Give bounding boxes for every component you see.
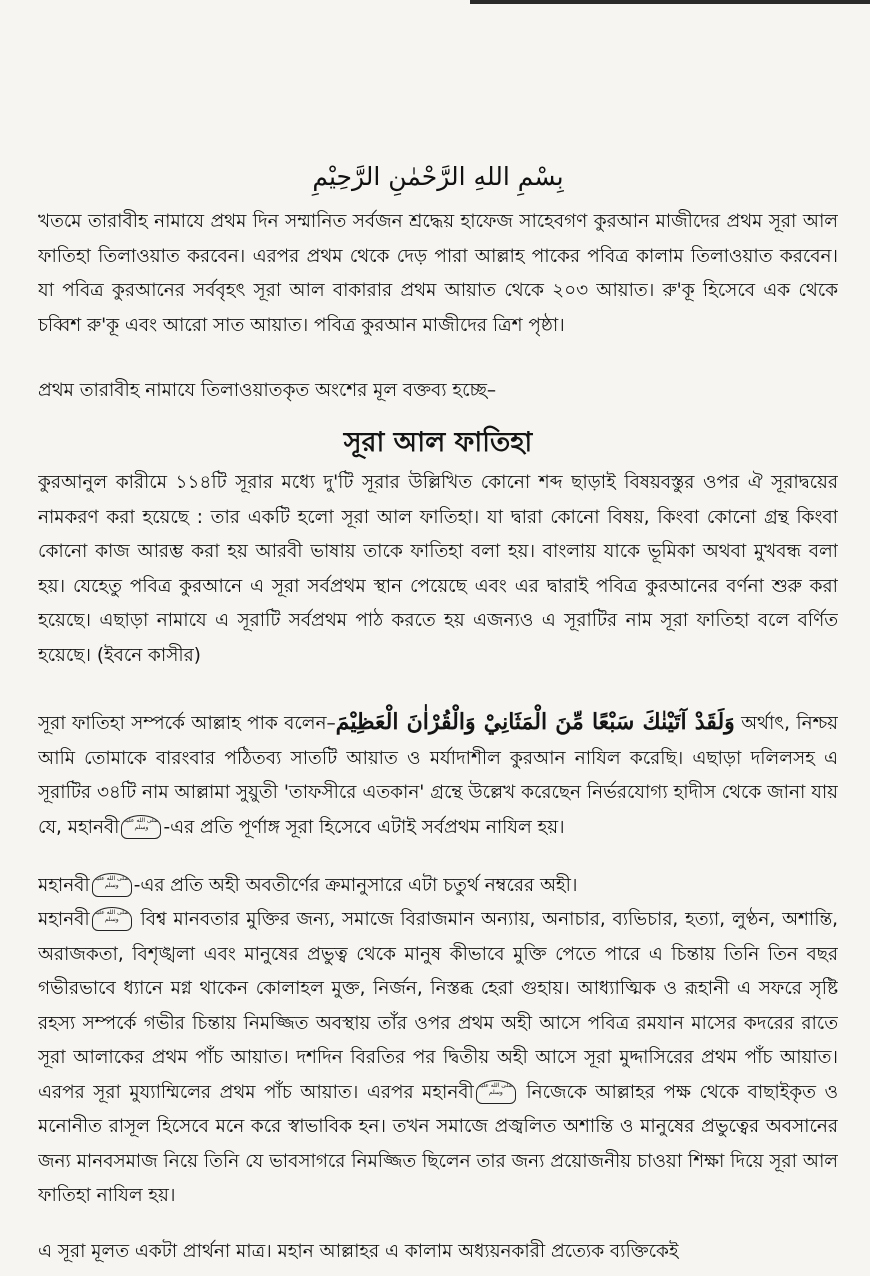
virtue-text-end: -এর প্রতি পূর্ণাঙ্গ সূরা হিসেবে এটাই সর্বপ্রথম নাযিল হয়।	[163, 816, 565, 838]
meditation-lead: মহানবী	[38, 909, 90, 930]
intro-lead: প্রথম তারাবীহ নামাযে তিলাওয়াতকৃত অংশের মূল বক্তব্য হচ্ছে–	[38, 380, 497, 401]
revelation-order-text: -এর প্রতি অহী অবতীর্ণের ক্রমানুসারে এটা চতুর্থ নম্বরের অহী।	[133, 875, 578, 896]
virtue-text: অর্থাৎ, নিশ্চয় আমি তোমাকে বারংবার পঠিতব্য সাতটি আয়াত ও মর্যাদাশীল কুরআন নাযিল করেছি। এছাড়া দলিলসহ এ সূরাটির ৩৪টি নাম আল্লামা সুয়ুতী 'তাফসীরে এতকান' গ্রন্থে উল্লেখ করেছেন নির্ভরযোগ্য হাদীস থেকে জানা যায় যে, মহানবী	[38, 713, 838, 838]
naming-paragraph: কুরআনুল কারীমে ১১৪টি সূরার মধ্যে দু'টি সূরার উল্লিখিত কোনো শব্দ ছাড়াই বিষয়বস্তুর ওপর ঐ সূরাদ্বয়ের নামকরণ করা হয়েছে : তার একটি হলো সূরা আল ফাতিহা। যা দ্বারা কোনো বিষয়, কিংবা কোনো গ্রন্থ কিংবা কোনো কাজ আরম্ভ করা হয় আরবী ভাষায় তাকে ফাতিহা বলা হয়। বাংলায় যাকে ভূমিকা অথবা মুখবন্ধ বলা হয়। যেহেতু পবিত্র কুরআনে এ সূরা সর্বপ্রথম স্থান পেয়েছে এবং এর দ্বারাই পবিত্র কুরআনের বর্ণনা শুরু করা হয়েছে। এছাড়া নামাযে এ সূরাটি সর্বপ্রথম পাঠ করতে হয় এজন্যও এ সূরাটির নাম সূরা ফাতিহা বলে বর্ণিত হয়েছে। (ইবনে কাসীর)	[38, 472, 838, 666]
meditation-text: বিশ্ব মানবতার মুক্তির জন্য, সমাজে বিরাজমান অন্যায়, অনাচার, ব্যভিচার, হত্যা, লুণ্ঠন, অশান্তি, অরাজকতা, বিশৃঙ্খলা এবং মানুষের প্রভুত্ব থেকে মানুষ কীভাবে মুক্তি পেতে পারে এ চিন্তায় তিনি তিন বছর গভীরভাবে ধ্যানে মগ্ন থাকেন কোলাহল মুক্ত, নির্জন, নিস্তব্ধ হেরা গুহায়। আধ্যাত্মিক ও রূহানী এ সফরে সৃষ্টি রহস্য সম্পর্কে গভীর চিন্তায় নিমজ্জিত অবস্থায় তাঁর ওপর প্রথম অহী আসে পবিত্র রমযান মাসের কদরের রাতে সূরা আলাকের প্রথম পাঁচ আয়াত। দশদিন বিরতির পর দ্বিতীয় অহী আসে সূরা মুদ্দাসিরের প্রথম পাঁচ আয়াত। এরপর সূরা মুয্যাম্মিলের প্রথম পাঁচ আয়াত। এরপর মহানবী	[38, 909, 838, 1103]
salawat-calligraphy: صلى الله عليه وسلم	[476, 1080, 516, 1104]
book-page	[38, 0, 838, 1276]
salawat-calligraphy: صلى الله عليه وسلم	[92, 907, 132, 931]
prayer-paragraph: এ সূরা মূলত একটা প্রার্থনা মাত্র। মহান আল্লাহর এ কালাম অধ্যয়নকারী প্রত্যেক ব্যক্তিকেই	[38, 1241, 679, 1262]
surah-heading: সূরা আল ফাতিহা	[343, 427, 533, 458]
intro-paragraph: খতমে তারাবীহ নামাযে প্রথম দিন সম্মানিত সর্বজন শ্রদ্ধেয় হাফেজ সাহেবগণ কুরআন মাজীদের প্রথম সূরা আল ফাতিহা তিলাওয়াত করবেন। এরপর প্রথম থেকে দেড় পারা আল্লাহ পাকের পবিত্র কালাম তিলাওয়াত করবেন। যা পবিত্র কুরআনের সর্ববৃহৎ সূরা আল বাকারার প্রথম আয়াত থেকে ২০৩ আয়াত। রু'কূ হিসেবে এক থেকে চব্বিশ রু'কূ এবং আরো সাত আয়াত। পবিত্র কুরআন মাজীদের ত্রিশ পৃষ্ঠা।	[38, 211, 838, 336]
salawat-calligraphy: صلى الله عليه وسلم	[92, 873, 132, 897]
arabic-verse: وَلَقَدْ آتَيْنٰكَ سَبْعًا مِّنَ الْمَثَانِيْ وَالْقُرْاٰنَ الْعَظِيْمَ	[335, 709, 735, 735]
meditation-text-end: নিজেকে আল্লাহর পক্ষ থেকে বাছাইকৃত ও মনোনীত রাসূল হিসেবে মনে করে স্বাভাবিক হন। তখন সমাজে প্রজ্বলিত অশান্তি ও মানুষের প্রভুত্বের অবসানের জন্য মানবসমাজ নিয়ে তিনি যে ভাবসাগরে নিমজ্জিত ছিলেন তার জন্য প্রয়োজনীয় চাওয়া শিক্ষা দিয়ে সূরা আল ফাতিহা নাযিল হয়।	[38, 1081, 838, 1206]
revelation-order-paragraph	[38, 869, 838, 904]
meditation-paragraph	[38, 903, 838, 1214]
revelation-order-lead: মহানবী	[38, 875, 90, 896]
virtue-lead: সূরা ফাতিহা সম্পর্কে আল্লাহ পাক বলেন–	[38, 713, 336, 734]
bismillah: بِسْمِ اللهِ الرَّحْمٰنِ الرَّحِيْمِ	[312, 162, 564, 191]
salawat-calligraphy: صلى الله عليه وسلم	[121, 815, 161, 839]
virtue-paragraph	[38, 705, 838, 845]
